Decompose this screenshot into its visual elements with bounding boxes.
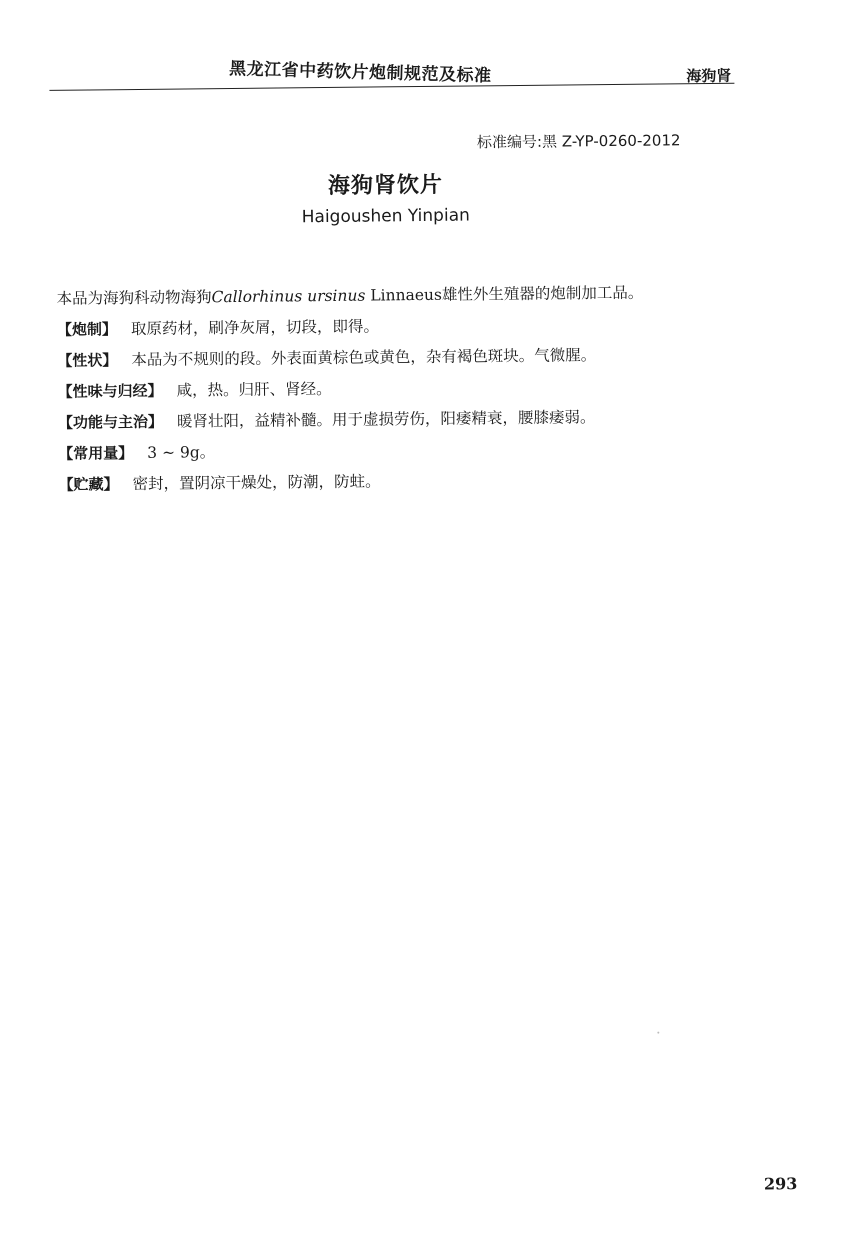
standard-number: 标准编号:黑 Z-YP-0260-2012 xyxy=(476,131,681,152)
scientific-name: Callorhinus ursinus xyxy=(211,286,366,307)
entry-text: 本品为不规则的段。外表面黄棕色或黄色，杂有褐色斑块。气微腥。 xyxy=(131,346,597,370)
running-head xyxy=(49,43,739,100)
monograph-body xyxy=(56,277,758,501)
entry-label: 【贮藏】 xyxy=(58,475,119,494)
entry-text: 暖肾壮阳，益精补髓。用于虚损劳伤，阳痿精衰，腰膝痿弱。 xyxy=(176,408,596,431)
entry-text: 3 ~ 9g。 xyxy=(147,443,216,462)
running-section-name: 海狗肾 xyxy=(686,66,732,86)
entry-storage xyxy=(58,463,758,501)
entry-label: 【炮制】 xyxy=(56,320,118,339)
entry-label: 【性状】 xyxy=(57,351,118,370)
intro-text-after: Linnaeus雄性外生殖器的炮制加工品。 xyxy=(365,283,644,305)
entry-text: 密封，置阴凉干燥处，防潮，防蛀。 xyxy=(132,472,381,494)
entry-text: 咸，热。归肝、肾经。 xyxy=(176,379,332,400)
document-subtitle: Haigoushen Yinpian xyxy=(301,205,470,228)
entry-label: 【常用量】 xyxy=(58,444,134,463)
intro-text-before: 本品为海狗科动物海狗 xyxy=(56,288,212,308)
scan-speck xyxy=(657,1032,659,1034)
running-title: 黑龙江省中药饮片炮制规范及标准 xyxy=(228,59,492,87)
entry-text: 取原药材，刷净灰屑，切段，即得。 xyxy=(130,317,380,339)
entry-label: 【性味与归经】 xyxy=(57,381,163,401)
document-title: 海狗肾饮片 xyxy=(327,172,444,199)
page-number: 293 xyxy=(763,1174,798,1194)
header-rule xyxy=(49,83,734,91)
entry-label: 【功能与主治】 xyxy=(57,412,164,432)
